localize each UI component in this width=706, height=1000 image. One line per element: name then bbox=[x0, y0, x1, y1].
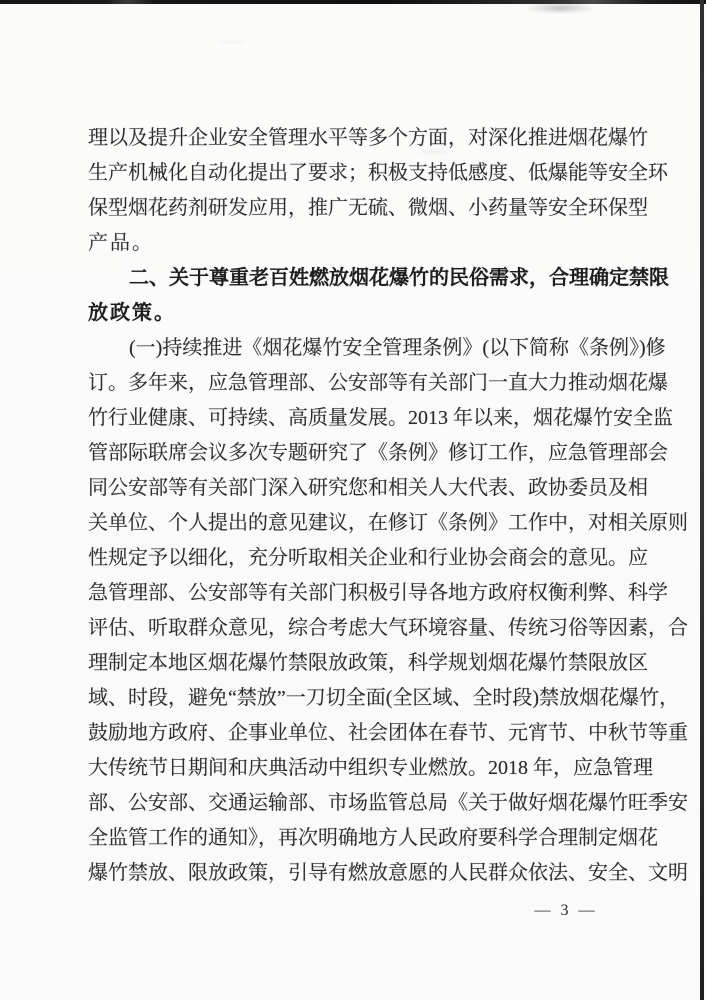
text-line: 产品。 bbox=[88, 232, 154, 254]
heading-line: 二、关于尊重老百姓燃放烟花爆竹的民俗需求，合理确定禁限 bbox=[129, 267, 669, 289]
text-line: 订。多年来，应急管理部、公安部等有关部门一直大力推动烟花爆 bbox=[88, 372, 668, 394]
heading-line: 放政策。 bbox=[88, 302, 176, 324]
text-line: 急管理部、公安部等有关部门积极引导各地方政府权衡利弊、科学 bbox=[88, 582, 668, 604]
scan-artifact-top-edge bbox=[0, 0, 706, 4]
scan-artifact-right-edge bbox=[700, 0, 704, 1000]
paragraph-body bbox=[88, 331, 688, 891]
text-line: 全监管工作的通知》，再次明确地方人民政府要科学合理制定烟花 bbox=[88, 827, 658, 849]
text-line: 域、时段，避免“禁放”一刀切全面(全区域、全时段)禁放烟花爆竹， bbox=[88, 687, 680, 709]
text-line: 理制定本地区烟花爆竹禁限放政策，科学规划烟花爆竹禁限放区 bbox=[88, 652, 648, 674]
text-line: 同公安部等有关部门深入研究您和相关人大代表、政协委员及相 bbox=[88, 477, 648, 499]
document-body bbox=[88, 121, 688, 891]
page-number: — 3 — bbox=[534, 902, 598, 919]
section-heading bbox=[88, 261, 669, 331]
text-line: (一)持续推进《烟花爆竹安全管理条例》(以下简称《条例》)修 bbox=[129, 337, 666, 359]
text-line: 部、公安部、交通运输部、市场监管总局《关于做好烟花爆竹旺季安 bbox=[88, 792, 688, 814]
paragraph-continuation bbox=[88, 121, 668, 261]
text-line: 评估、听取群众意见，综合考虑大气环境容量、传统习俗等因素，合 bbox=[88, 617, 688, 639]
text-line: 大传统节日期间和庆典活动中组织专业燃放。2018 年，应急管理 bbox=[88, 757, 653, 779]
text-line: 鼓励地方政府、企事业单位、社会团体在春节、元宵节、中秋节等重 bbox=[88, 722, 688, 744]
text-line: 性规定予以细化，充分听取相关企业和行业协会商会的意见。应 bbox=[88, 547, 648, 569]
text-line: 管部际联席会议多次专题研究了《条例》修订工作，应急管理部会 bbox=[88, 442, 668, 464]
text-line: 生产机械化自动化提出了要求；积极支持低感度、低爆能等安全环 bbox=[88, 162, 668, 184]
text-line: 理以及提升企业安全管理水平等多个方面，对深化推进烟花爆竹 bbox=[88, 127, 648, 149]
text-line: 保型烟花药剂研发应用，推广无硫、微烟、小药量等安全环保型 bbox=[88, 197, 648, 219]
text-line: 关单位、个人提出的意见建议，在修订《条例》工作中，对相关原则 bbox=[88, 512, 688, 534]
text-line: 爆竹禁放、限放政策，引导有燃放意愿的人民群众依法、安全、文明 bbox=[88, 862, 688, 884]
text-line: 竹行业健康、可持续、高质量发展。2013 年以来，烟花爆竹安全监 bbox=[88, 407, 673, 429]
